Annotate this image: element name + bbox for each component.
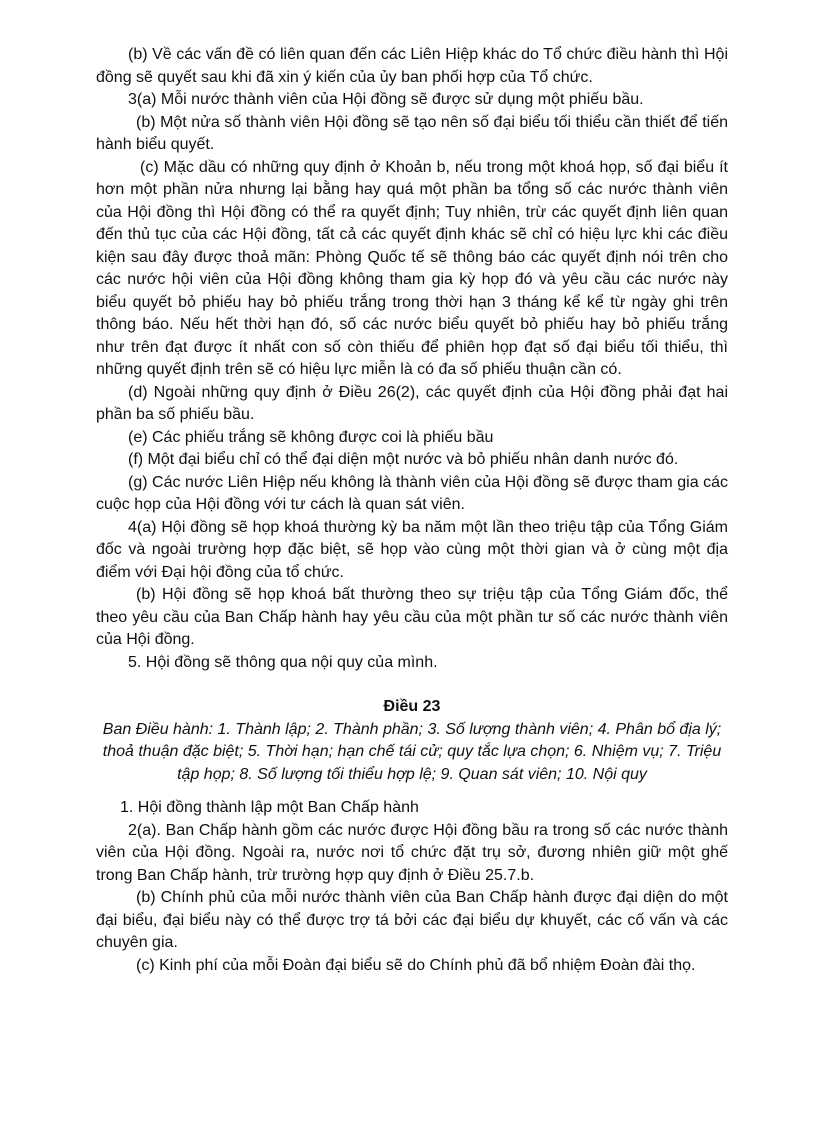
- paragraph-4b: (b) Hội đồng sẽ họp khoá bất thường theo sự triệu tập của Tổng Giám đốc, thể theo yêu cầu của Ban Chấp hành hay yêu cầu của một phần tư số các nước thành viên của Hội đồng.: [96, 586, 728, 648]
- paragraph-5: 5. Hội đồng sẽ thông qua nội quy của mình.: [128, 653, 438, 671]
- paragraph-23-2b: (b) Chính phủ của mỗi nước thành viên của Ban Chấp hành được đại diện do một đại biểu, đại biểu này có thể được trợ tá bởi các đại biểu dự khuyết, các cố vấn và các chuyên gia.: [96, 889, 728, 951]
- paragraph-3f: (f) Một đại biểu chỉ có thể đại diện một nước và bỏ phiếu nhân danh nước đó.: [128, 451, 679, 468]
- paragraph-4a: 4(a) Hội đồng sẽ họp khoá thường kỳ ba năm một lần theo triệu tập của Tổng Giám đốc và ngoài trường hợp đặc biệt, sẽ họp vào cùng một thời gian và ở cùng một địa điểm với Đại hội đồng của tổ chức.: [96, 518, 728, 581]
- paragraph-23-2c: (c) Kinh phí của mỗi Đoàn đại biểu sẽ do Chính phủ đã bổ nhiệm Đoàn đài thọ.: [136, 956, 696, 974]
- paragraph-3a: 3(a) Mỗi nước thành viên của Hội đồng sẽ được sử dụng một phiếu bầu.: [128, 91, 644, 108]
- article-title: Điều 23: [383, 698, 441, 715]
- paragraph-3g: (g) Các nước Liên Hiệp nếu không là thành viên của Hội đồng sẽ được tham gia các cuộc họp của Hội đồng với tư cách là quan sát viên.: [96, 473, 728, 513]
- paragraph-3e: (e) Các phiếu trắng sẽ không được coi là phiếu bầu: [128, 428, 494, 446]
- paragraph-3b: (b) Một nửa số thành viên Hội đồng sẽ tạo nên số đại biểu tối thiểu cần thiết để tiến hành biểu quyết.: [96, 113, 728, 153]
- document-page: [96, 44, 728, 977]
- article-subtitle: Ban Điều hành: 1. Thành lập; 2. Thành phần; 3. Số lượng thành viên; 4. Phân bổ địa lý; thoả thuận đặc biệt; 5. Thời hạn; hạn chế tái cử; quy tắc lựa chọn; 6. Nhiệm vụ; 7. Triệu tập họp; 8. Số lượng tối thiểu hợp lệ; 9. Quan sát viên; 10. Nội quy: [102, 720, 722, 783]
- paragraph-1b: (b) Về các vấn đề có liên quan đến các Liên Hiệp khác do Tổ chức điều hành thì Hội đồng sẽ quyết sau khi đã xin ý kiến của ủy ban phối hợp của Tổ chức.: [96, 46, 728, 86]
- paragraph-3c: (c) Mặc dầu có những quy định ở Khoản b, nếu trong một khoá họp, số đại biểu ít hơn một phần nửa nhưng lại bằng hay quá một phần ba tổng số các nước thành viên của Hội đồng thì Hội đồng có thể ra quyết định; Tuy nhiên, trừ các quyết định liên quan đến thủ tục của các Hội đồng, tất cả các quyết định khác sẽ chỉ có hiệu lực khi các điều kiện sau đây được thoả mãn: Phòng Quốc tế sẽ thông báo các quyết định nói trên cho các nước hội viên của Hội đồng không tham gia kỳ họp đó và yêu cầu các nước này biểu quyết bỏ phiếu hay bỏ phiếu trắng trong thời hạn 3 tháng kể kể từ ngày ghi trên thông báo. Nếu hết thời hạn đó, số các nước biểu quyết bỏ phiếu hay bỏ phiếu trắng như trên đạt được ít nhất con số còn thiếu để phiên họp đạt số đại biểu tối thiểu, thì những quyết định trên sẽ có hiệu lực miễn là có đa số phiếu thuận cần có.: [96, 158, 728, 378]
- paragraph-3d: (d) Ngoài những quy định ở Điều 26(2), các quyết định của Hội đồng phải đạt hai phần ba số phiếu bầu.: [96, 383, 728, 423]
- paragraph-23-2a: 2(a). Ban Chấp hành gồm các nước được Hội đồng bầu ra trong số các nước thành viên của Hội đồng. Ngoài ra, nước nơi tổ chức đặt trụ sở, đương nhiên giữ một ghế trong Ban Chấp hành, trừ trường hợp quy định ở Điều 25.7.b.: [96, 821, 728, 884]
- paragraph-23-1: 1. Hội đồng thành lập một Ban Chấp hành: [120, 799, 419, 816]
